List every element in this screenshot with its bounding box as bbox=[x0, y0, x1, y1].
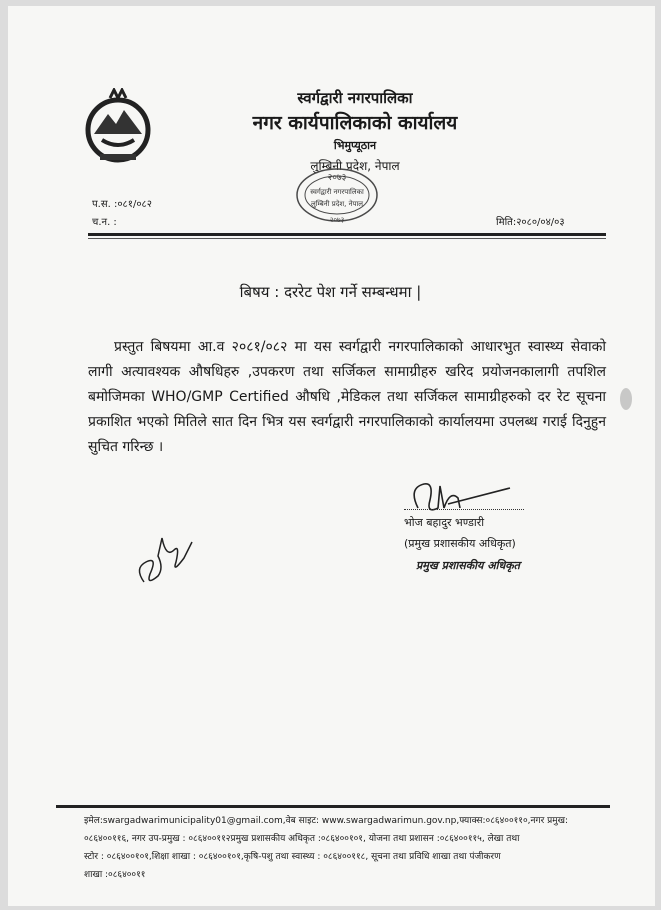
province-name: लुम्बिनी प्रदेश, नेपाल bbox=[310, 159, 400, 173]
reference-number: प.स. :०८१/०८२ bbox=[92, 199, 152, 210]
signatory-name: भोज बहादुर भण्डारी bbox=[404, 516, 485, 529]
municipality-name: स्वर्गद्वारी नगरपालिका bbox=[297, 89, 413, 107]
letter-date: मिति:२०८०/०४/०३ bbox=[496, 217, 565, 228]
office-name: नगर कार्यपालिकाको कार्यालय bbox=[252, 112, 458, 134]
footer-contacts bbox=[84, 812, 594, 884]
letter-subject: बिषय : दररेट पेश गर्ने सम्बन्धमा | bbox=[239, 283, 422, 301]
designation-stamp: प्रमुख प्रशासकीय अधिकृत bbox=[416, 559, 520, 572]
header-divider bbox=[88, 233, 606, 236]
government-emblem-logo bbox=[80, 88, 156, 168]
footer-line: इमेल:swargadwarimunicipality01@gmail.com,वेब साइट: www.swargadwarimun.gov.np,फ्याक्स:०८६४००११०,नगर प्रमुख: bbox=[84, 816, 569, 826]
footer-divider bbox=[56, 805, 610, 808]
footer-line: ०८६४००११६, नगर उप-प्रमुख : ०८६४००११२प्रमुख प्रशासकीय अधिकृत :०८६४००१०१, योजना तथा प्रशासन :०८६४००११५, लेखा तथा bbox=[84, 834, 520, 844]
district-name: भिमुप्यूठान bbox=[333, 139, 377, 152]
letter-body: प्रस्तुत बिषयमा आ.व २०८१/०८२ मा यस स्वर्गद्वारी नगरपालिकाको आधारभुत स्वास्थ्य सेवाको लागी अत्यावश्यक औषधिहरु ,उपकरण तथा सर्जिकल सामाग्रीहरु खरिद प्रयोजनकालागी तपशिल बमोजिमका WHO/GMP Certified औषधि ,मेडिकल तथा सर्जिकल सामाग्रीहरुको दर रेट सूचना प्रकाशित भएको मितिले सात दिन भित्र यस स्वर्गद्वारी नगरपालिकाको कार्यालयमा उपलब्ध गराई दिनुहुन सुचित गरिन्छ । bbox=[88, 339, 606, 455]
stamp-text: लुम्बिनी प्रदेश, नेपाल bbox=[310, 200, 364, 208]
stamp-text: २०७३ bbox=[329, 216, 345, 224]
stamp-text: स्वर्गद्वारी नगरपालिका bbox=[310, 188, 364, 196]
header-divider-thin bbox=[88, 238, 606, 239]
stamp-text: २०७३ bbox=[327, 173, 347, 183]
paper-smudge bbox=[620, 388, 632, 410]
signatory-title: (प्रमुख प्रशासकीय अधिकृत) bbox=[404, 537, 516, 550]
office-seal-stamp bbox=[292, 164, 382, 226]
footer-line: शाखा :०८६४००११ bbox=[84, 870, 146, 880]
officer-signature bbox=[404, 478, 514, 520]
footer-line: स्टोर : ०८६४००१०१,शिक्षा शाखा : ०८६४००१०१,कृषि-पशु तथा स्वास्थ्य : ०८६४००११८, सूचना तथा प्रविधि शाखा तथा पंजीकरण bbox=[84, 852, 501, 862]
signature-line bbox=[404, 509, 524, 510]
dispatch-number: च.न. : bbox=[92, 217, 117, 228]
initials-signature bbox=[128, 528, 198, 590]
